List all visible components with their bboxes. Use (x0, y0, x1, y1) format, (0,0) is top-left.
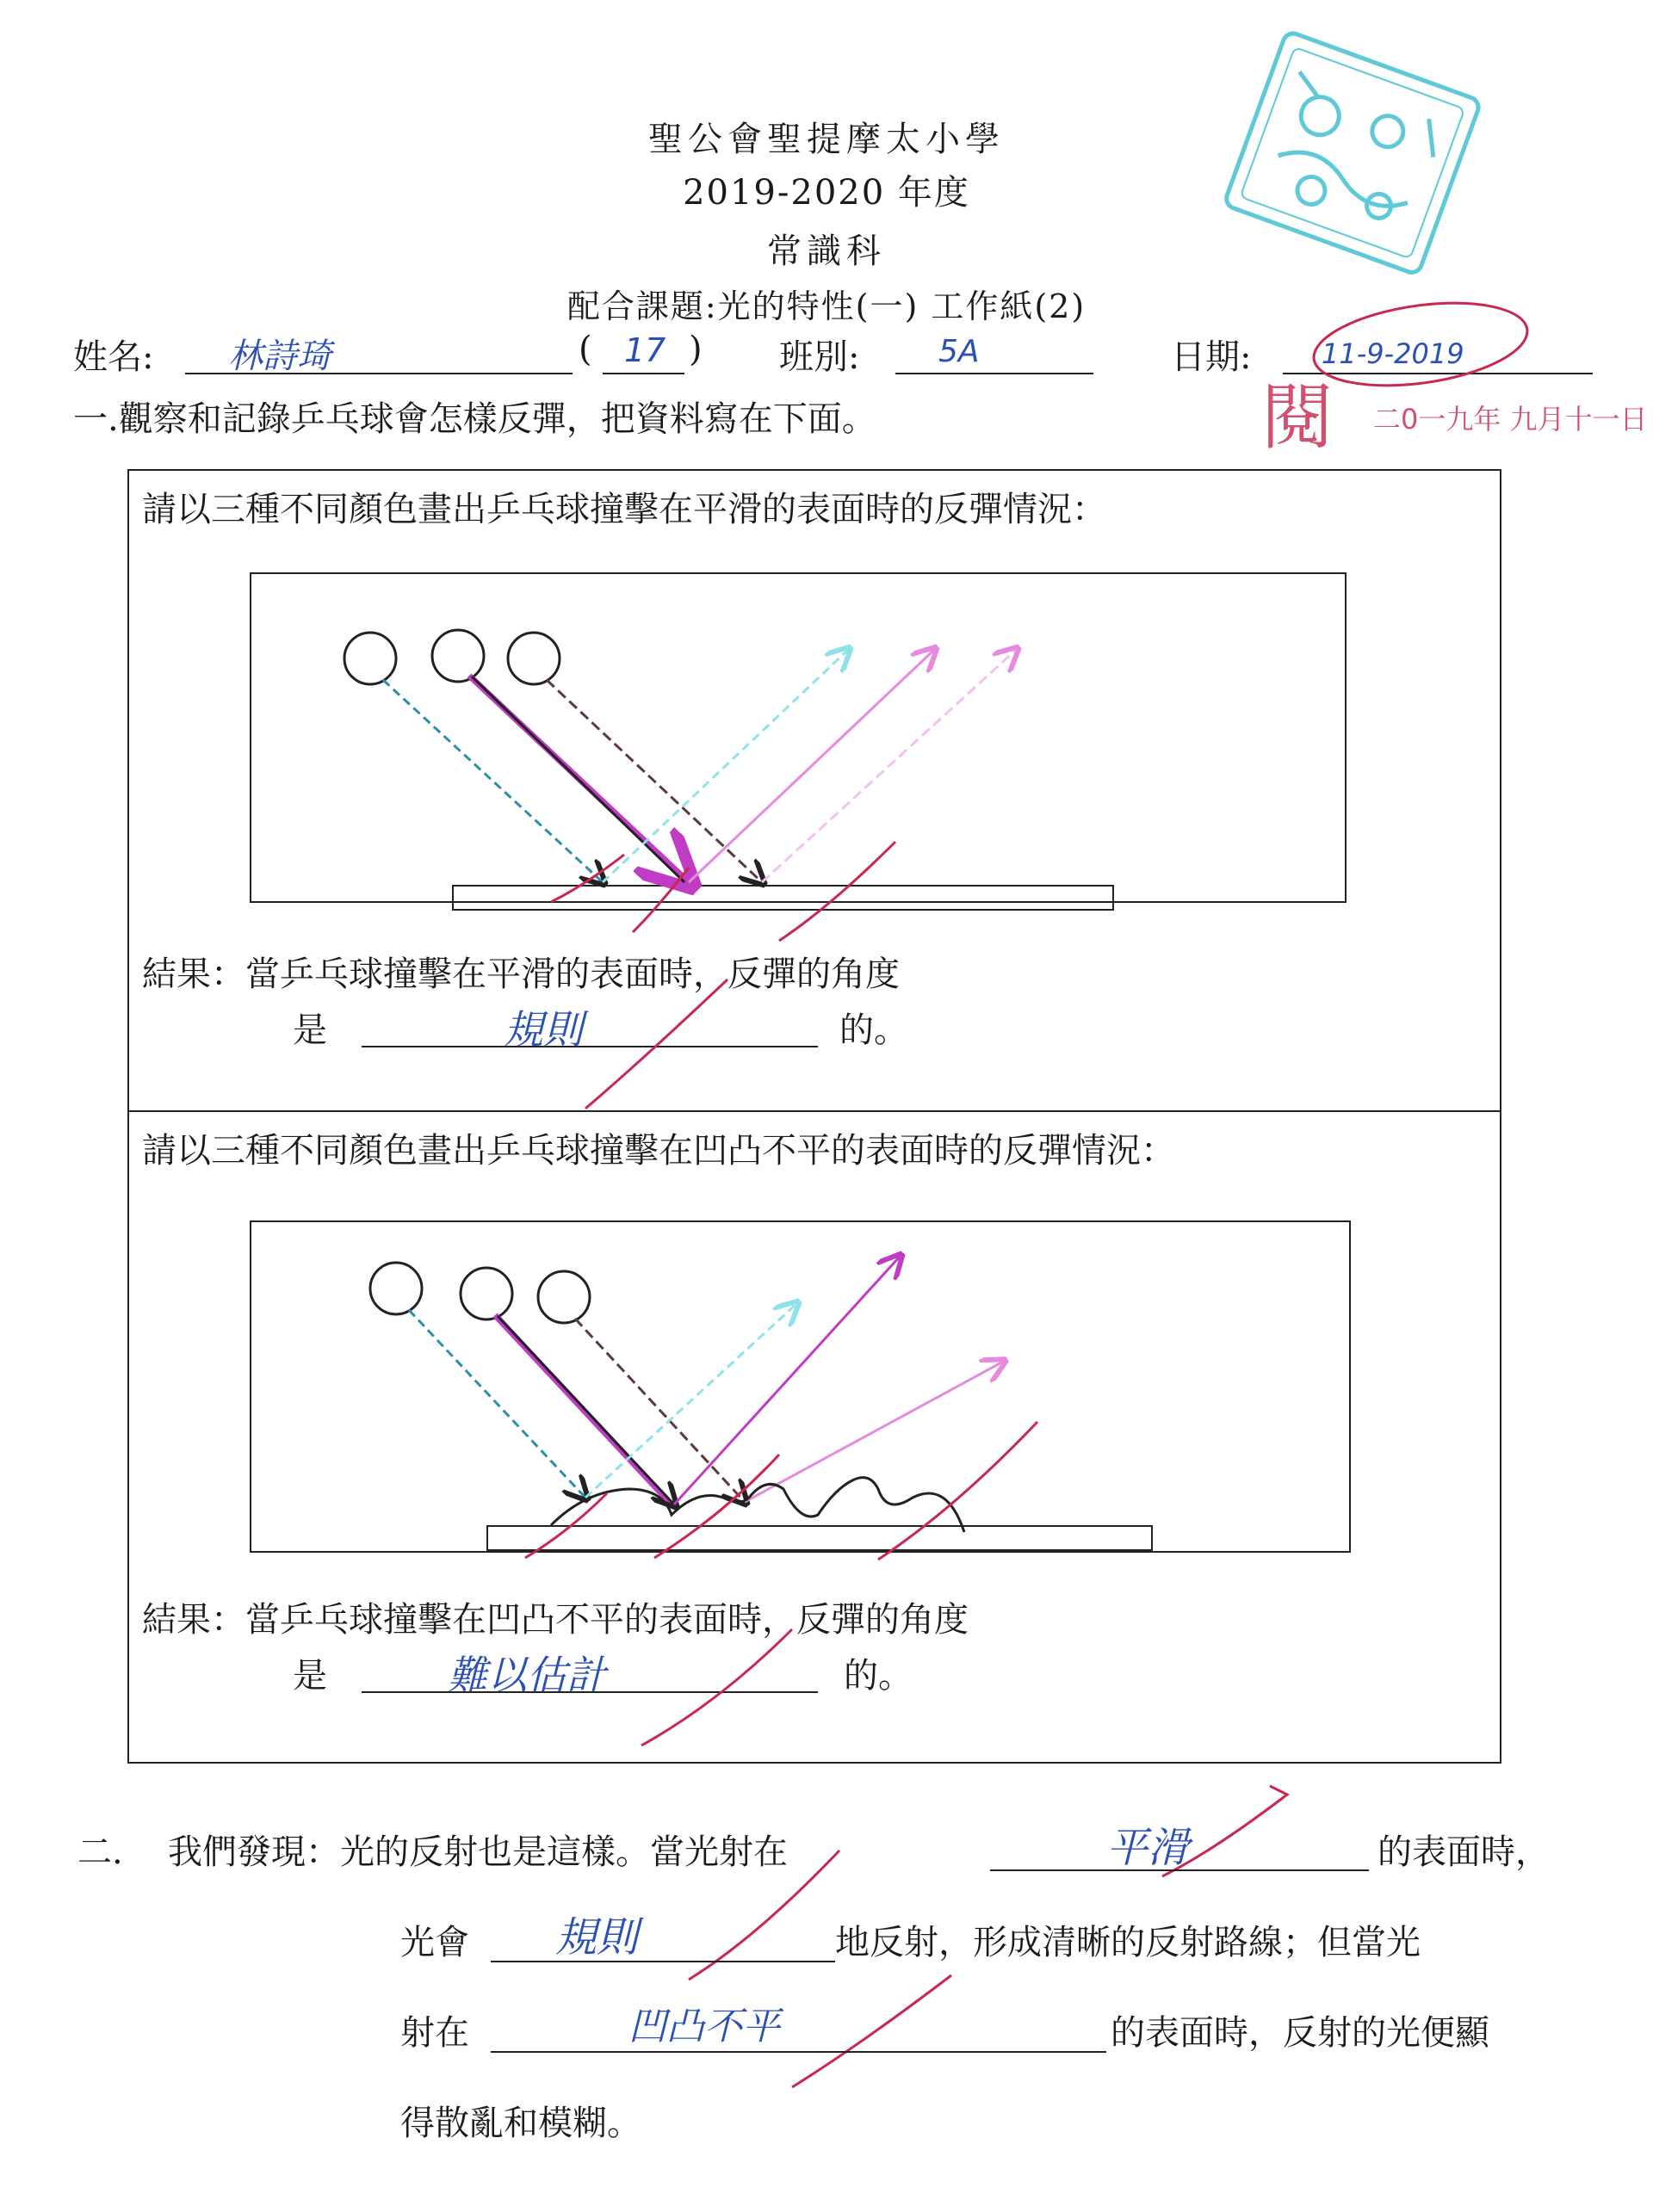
answer3-underline (491, 2051, 1106, 2053)
student-number[interactable]: 17 (624, 331, 666, 369)
part-a-result-line1: 結果：當乒乓球撞擊在平滑的表面時，反彈的角度 (142, 955, 900, 994)
section2-line2-suffix: 地反射，形成清晰的反射路線；但當光 (835, 1923, 1421, 1962)
class-underline (895, 373, 1093, 374)
part-a-result-suffix: 的。 (839, 1010, 908, 1050)
number-open: ( (579, 330, 592, 369)
smooth-surface-drawing-frame (250, 572, 1347, 903)
name-value[interactable]: 林詩琦 (228, 337, 331, 376)
panel-divider (127, 1110, 1500, 1112)
part-b-result-suffix: 的。 (844, 1656, 913, 1696)
section2-line1-suffix: 的表面時， (1378, 1832, 1550, 1872)
read-mark: 閱 (1261, 375, 1334, 460)
part-a-result-prefix: 是 (293, 1010, 327, 1050)
date-value[interactable]: 11-9-2019 (1322, 337, 1464, 370)
answer2-underline (491, 1961, 835, 1962)
part-a-answer-underline (362, 1046, 818, 1047)
number-underline (603, 373, 684, 374)
part-b-instruction: 請以三種不同顏色畫出乒乓球撞擊在凹凸不平的表面時的反彈情況： (142, 1131, 1175, 1171)
rough-surface-drawing-frame (250, 1220, 1351, 1553)
name-label: 姓名: (73, 337, 154, 377)
section2-line3-suffix: 的表面時，反射的光便顯 (1111, 2013, 1489, 2053)
part-b-result-line1: 結果：當乒乓球撞擊在凹凸不平的表面時，反彈的角度 (142, 1600, 969, 1640)
section2-line2-prefix: 光會 (400, 1923, 469, 1962)
worksheet-topic: 配合課題:光的特性(一) 工作紙(2) (566, 287, 1087, 325)
part-b-result-prefix: 是 (293, 1656, 327, 1696)
section1-heading: 一.觀察和記錄乒乓球會怎樣反彈，把資料寫在下面。 (73, 399, 876, 439)
answer1-value[interactable]: 平滑 (1106, 1824, 1190, 1872)
section2-line3-prefix: 射在 (400, 2013, 469, 2053)
read-date: 二0一九年 九月十一日 (1373, 403, 1648, 436)
part-b-answer[interactable]: 難以估計 (448, 1652, 606, 1698)
section2-line4: 得散亂和模糊。 (400, 2104, 641, 2143)
section2-line1-prefix: 我們發現：光的反射也是這樣。當光射在 (168, 1832, 788, 1872)
class-label: 班別: (779, 337, 860, 377)
part-a-instruction: 請以三種不同顏色畫出乒乓球撞擊在平滑的表面時的反彈情況： (142, 490, 1106, 529)
answer3-value[interactable]: 凹凸不平 (628, 2005, 780, 2048)
school-name: 聖公會聖提摩太小學 (648, 120, 1005, 159)
number-close: ) (689, 330, 703, 369)
part-a-answer[interactable]: 規則 (504, 1006, 583, 1053)
class-value[interactable]: 5A (938, 334, 980, 369)
school-year: 2019-2020 年度 (683, 173, 970, 213)
answer2-value[interactable]: 規則 (555, 1913, 639, 1962)
rough-surface-block (486, 1525, 1153, 1551)
date-label: 日期: (1171, 337, 1252, 377)
subject: 常識科 (767, 232, 886, 271)
smooth-surface-block (452, 885, 1114, 911)
section2-number: 二. (77, 1832, 123, 1872)
